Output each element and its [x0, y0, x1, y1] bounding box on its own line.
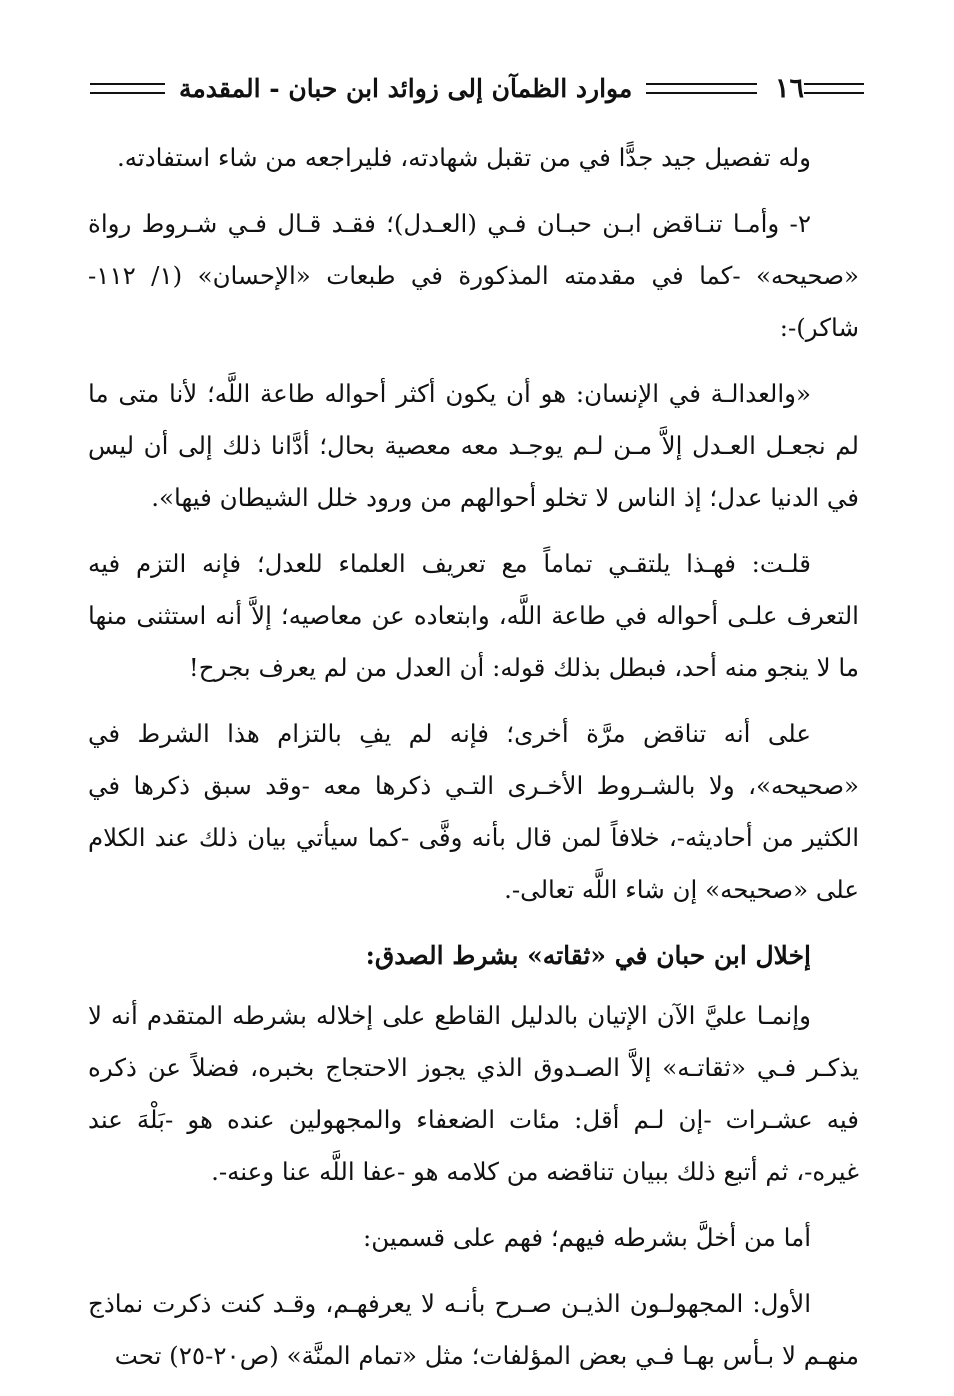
paragraph-4: قلـت: فهـذا يلتقـي تماماً مع تعريف العلماء للعدل؛ فإنه التزم فيه التعرف علـى أحواله في طاعة اللَّه، وابتعاده عن معاصيه؛ إلاَّ أنه استثنى منها ما لا ينجو منه أحد، فبطل بذلك قوله: أن العدل من لم يعرف بجرح!	[88, 549, 859, 682]
header-rule-left	[90, 83, 165, 94]
paragraph-3-quote: «والعدالـة في الإنسان: هو أن يكون أكثر أحواله طاعة اللَّه؛ لأنا متى ما لم نجعـل العـدل إلاَّ مـن لـم يوجـد معه معصية بحال؛ أدَّانا ذلك إلى أن ليس في الدنيا عدل؛ إذ الناس لا تخلو أحوالهم من ورود خلل الشيطان فيها».	[88, 379, 859, 512]
header-rule-middle	[646, 83, 757, 94]
running-title: موارد الظمآن إلى زوائد ابن حبان - المقدمة	[179, 73, 633, 103]
section-heading: إخلال ابن حبان في «ثقاته» بشرط الصدق:	[365, 941, 811, 970]
paragraph-8: الأول: المجهولـون الذيـن صـرح بأنـه لا يعرفهـم، وقـد كنت ذكرت نماذج منهـم لا بـأس بهـا فـي بعض المؤلفات؛ مثل «تمام المنَّة» (ص٢٠-٢٥) تحت	[88, 1289, 859, 1370]
paragraph-6: وإنمـا عليَّ الآن الإتيان بالدليل القاطع على إخلاله بشرطه المتقدم أنه لا يذكـر فـي «ثقاتـه» إلاَّ الصـدوق الذي يجوز الاحتجاج بخبره، فضلاً عن ذكره فيه عشـرات -إن لـم أقل: مئات الضعفاء والمجهولين عنده هو -بَلْهَ عند غيره-، ثم أتبع ذلك ببيان تناقضه من كلامه هو -عفا اللَّه عنا وعنه-.	[88, 1001, 859, 1186]
page-body	[88, 132, 859, 1396]
paragraph-5: على أنه تناقض مرَّة أخرى؛ فإنه لم يفِ بالتزام هذا الشرط في «صحيحه»، ولا بالشـروط الأخـرى التـي ذكرها معه -وقد سبق ذكرها في الكثير من أحاديثه-، خلافاً لمن قال بأنه وفَّى -كما سيأتي بيان ذلك عند الكلام على «صحيحه» إن شاء اللَّه تعالى-.	[88, 719, 859, 904]
paragraph-1: وله تفصيل جيد جدًّا في من تقبل شهادته، فليراجعه من شاء استفادته.	[116, 143, 811, 172]
paragraph-7: أما من أخلَّ بشرطه فيهم؛ فهم على قسمين:	[363, 1223, 811, 1252]
header-rule-right	[804, 83, 864, 94]
paragraph-2: ٢- وأمـا تنـاقض ابـن حبـان فـي (العـدل)؛ فقـد قـال فـي شـروط رواة «صحيحه» -كما في مقدمته المذكورة في طبعات «الإحسان» (١/ ١١٢-شاكر)-:	[88, 209, 859, 342]
running-header	[90, 66, 864, 110]
page-number: ١٦	[774, 72, 804, 104]
